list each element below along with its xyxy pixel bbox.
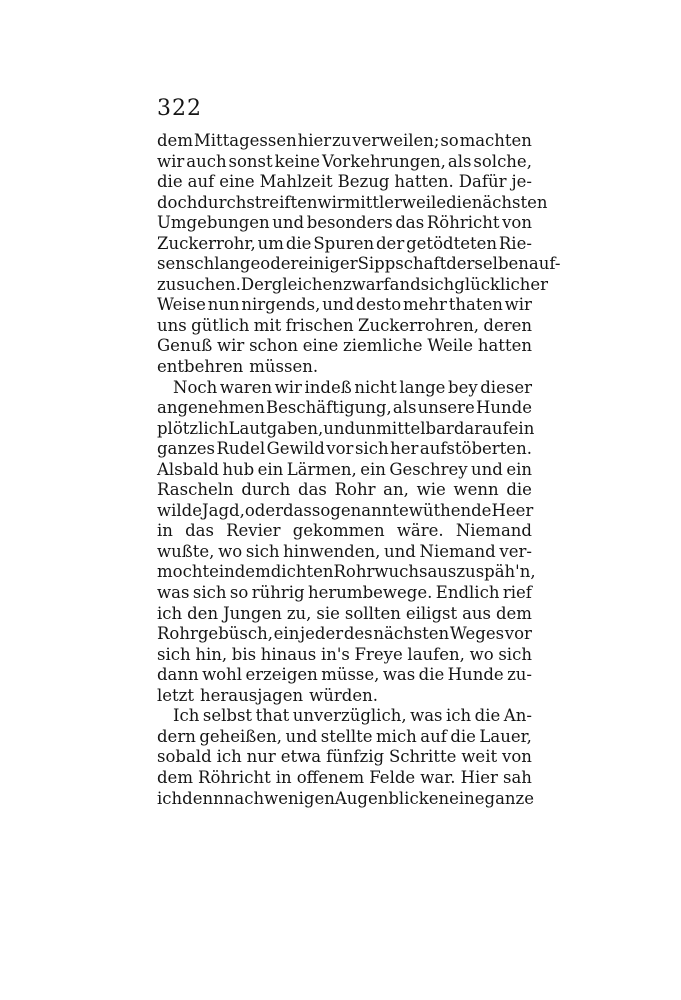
word: aus: [462, 603, 492, 623]
word: denn: [182, 788, 224, 808]
word: um: [257, 233, 284, 253]
word: ein: [508, 418, 535, 438]
word: wenn: [453, 480, 499, 500]
word: sich: [157, 644, 191, 664]
word: verweilen;: [352, 131, 440, 150]
word: ganzes: [157, 439, 215, 459]
text-line: [157, 501, 532, 522]
word: sobald: [157, 747, 212, 767]
word: Heer: [491, 500, 534, 520]
word: Jungen: [223, 603, 282, 623]
word: Niemand: [455, 521, 532, 541]
word: je-: [511, 172, 532, 192]
word: wir: [217, 336, 245, 356]
word: mit: [253, 315, 282, 335]
word: vor: [326, 439, 354, 459]
word: Sippschaft: [357, 254, 447, 274]
word: hinwenden,: [283, 541, 381, 561]
word: sah: [502, 767, 532, 787]
text-line: [157, 768, 532, 789]
word: in: [157, 521, 173, 541]
word: nach: [223, 788, 265, 808]
word: des: [343, 624, 373, 644]
word: Weile: [427, 336, 474, 356]
word: Alsbald: [157, 459, 219, 479]
word: Beschäftigung,: [266, 398, 392, 418]
word: die: [418, 665, 445, 685]
word: Hunde: [447, 665, 504, 685]
word: Noch: [173, 377, 218, 397]
word: hinaus: [260, 644, 317, 664]
word: Zuckerrohren,: [358, 315, 480, 335]
word: bis: [231, 644, 257, 664]
page-number: 322: [157, 96, 202, 121]
word: das: [298, 480, 327, 500]
word: unmittelbar: [355, 418, 454, 438]
text-line: [157, 604, 532, 625]
word: auf-: [528, 254, 561, 274]
word: doch: [157, 192, 198, 212]
word: Hier: [460, 767, 498, 787]
text-line: [157, 645, 532, 666]
word: ein: [506, 459, 532, 479]
word: dern: [157, 726, 196, 746]
word: die: [450, 726, 476, 746]
word: erzeigen: [245, 665, 318, 685]
text-line: [157, 316, 532, 337]
word: die: [446, 192, 472, 212]
word: müsse,: [321, 665, 380, 685]
text-line: [157, 706, 532, 727]
word: die: [157, 172, 183, 192]
text-line: [157, 398, 532, 419]
word: Zuckerrohr,: [157, 233, 256, 253]
text-line: [157, 439, 532, 460]
word: mittlerweile: [344, 192, 447, 212]
word: darauf: [453, 418, 509, 438]
text-line: [157, 378, 532, 399]
word: fand: [383, 274, 421, 294]
word: hier: [297, 131, 332, 150]
word: dieser: [480, 377, 532, 397]
text-line: [157, 727, 532, 748]
word: dem: [234, 562, 271, 582]
word: jeder: [300, 624, 344, 644]
text-line: [157, 172, 532, 193]
word: keine: [274, 151, 321, 171]
text-line: [157, 686, 532, 707]
word: was: [410, 706, 443, 726]
word: müssen.: [249, 357, 319, 377]
word: auf: [420, 726, 447, 746]
word: an,: [383, 480, 409, 500]
word: wir: [157, 151, 185, 171]
word: wo: [469, 644, 494, 664]
word: sich: [245, 541, 280, 561]
word: und: [272, 213, 305, 233]
word: An-: [503, 706, 532, 726]
word: zusuchen.: [157, 274, 241, 294]
word: mich: [376, 726, 417, 746]
word: die: [506, 480, 532, 500]
word: in: [218, 562, 235, 582]
word: senschlange: [157, 254, 261, 274]
word: vor: [504, 624, 532, 644]
word: herausjagen: [200, 685, 304, 705]
word: glücklicher: [454, 274, 549, 294]
word: die: [474, 706, 501, 726]
word: derselben: [446, 254, 529, 274]
word: Weges: [449, 624, 505, 644]
word: nur: [246, 747, 276, 767]
text-line: [157, 192, 548, 214]
text-line: [157, 480, 532, 501]
body-text: [157, 131, 561, 809]
word: Laut: [228, 418, 267, 438]
text-line: [157, 152, 532, 173]
word: Weise: [157, 295, 206, 315]
word: rührig: [251, 583, 305, 603]
word: Spuren: [313, 233, 375, 253]
word: hin,: [195, 644, 228, 664]
word: die: [285, 233, 312, 253]
text-line: [157, 274, 549, 296]
word: und: [323, 418, 356, 438]
word: that: [255, 706, 290, 726]
word: wir: [274, 377, 302, 397]
word: wenigen: [264, 788, 335, 808]
word: Geschrey: [389, 459, 468, 479]
word: einiger: [298, 254, 358, 274]
word: wüthende: [408, 500, 492, 520]
word: uns: [157, 315, 187, 335]
word: das: [283, 500, 312, 520]
word: unsere: [417, 398, 475, 418]
word: nirgends,: [241, 295, 321, 315]
word: selbst: [202, 706, 253, 726]
word: hatten: [477, 336, 532, 356]
word: wohl: [202, 665, 243, 685]
word: fünfzig: [326, 747, 385, 767]
word: als: [447, 151, 472, 171]
word: Mahlzeit: [259, 172, 333, 192]
word: auch: [186, 151, 227, 171]
text-line: [157, 542, 532, 563]
word: als: [392, 398, 417, 418]
word: unverzüglich,: [292, 706, 407, 726]
word: aufstöberten.: [419, 439, 532, 459]
word: Niemand: [419, 541, 496, 561]
word: entbehren: [157, 357, 244, 377]
word: zu,: [286, 603, 312, 623]
word: Rascheln: [157, 480, 234, 500]
word: Lärmen,: [286, 459, 357, 479]
text-line: [157, 521, 532, 542]
word: dem: [157, 131, 193, 150]
word: Röhricht: [198, 767, 271, 787]
word: den: [187, 603, 219, 623]
word: Mittagessen: [193, 131, 297, 150]
word: was: [382, 665, 416, 685]
word: so: [440, 131, 459, 150]
word: Revier: [226, 521, 281, 541]
word: sonst: [228, 151, 273, 171]
word: ein: [273, 624, 300, 644]
word: Rohrwuchs: [333, 562, 428, 582]
word: in: [275, 767, 292, 787]
word: war.: [420, 767, 456, 787]
word: ein: [257, 459, 284, 479]
word: eine: [219, 172, 255, 192]
word: weit: [461, 747, 498, 767]
text-line: [157, 460, 532, 481]
word: hatten.: [394, 172, 454, 192]
word: Rohr: [334, 480, 376, 500]
word: sich: [192, 583, 227, 603]
word: oder: [244, 500, 283, 520]
word: sie: [316, 603, 340, 623]
word: etwa: [280, 747, 322, 767]
word: wir: [504, 295, 532, 315]
word: Rie-: [498, 233, 532, 253]
word: Ich: [173, 706, 200, 726]
word: schon: [249, 336, 298, 356]
word: besonders: [306, 213, 393, 233]
word: ich: [216, 747, 242, 767]
word: sich: [354, 439, 389, 459]
text-line: [157, 295, 532, 316]
word: herumbewege.: [308, 583, 433, 603]
text-line: [157, 788, 535, 810]
word: ich: [157, 603, 183, 623]
word: zu: [331, 131, 352, 150]
word: Schritte: [389, 747, 457, 767]
word: das: [185, 521, 214, 541]
word: durch: [241, 480, 291, 500]
word: wußte,: [157, 541, 215, 561]
word: von: [502, 213, 532, 233]
word: Freye: [354, 644, 403, 664]
word: nun: [207, 295, 240, 315]
word: rief: [502, 583, 532, 603]
word: lange: [399, 377, 446, 397]
word: waren: [219, 377, 273, 397]
word: Augenblicken: [334, 788, 450, 808]
word: Dafür: [458, 172, 507, 192]
word: indeß: [304, 377, 352, 397]
word: hub: [222, 459, 255, 479]
text-line: [157, 562, 536, 583]
word: Rohrgebüsch,: [157, 624, 273, 644]
text-line: [157, 418, 535, 440]
word: so: [229, 583, 249, 603]
word: zwar: [342, 274, 384, 294]
word: letzt: [157, 685, 194, 705]
word: geheißen,: [199, 726, 282, 746]
word: und: [384, 541, 416, 561]
text-line: [157, 131, 532, 152]
word: Hunde: [475, 398, 532, 418]
word: eine: [302, 336, 339, 356]
word: deren: [483, 315, 532, 335]
word: her: [390, 439, 419, 459]
word: und: [285, 726, 318, 746]
word: dann: [157, 665, 199, 685]
text-line: [157, 234, 532, 255]
word: bey: [448, 377, 478, 397]
word: und: [322, 295, 355, 315]
word: wie: [416, 480, 446, 500]
word: wo: [218, 541, 243, 561]
word: dichten: [270, 562, 334, 582]
word: ver-: [499, 541, 532, 561]
text-line: [157, 213, 532, 234]
word: auf: [187, 172, 215, 192]
word: offenem: [296, 767, 365, 787]
word: und: [471, 459, 503, 479]
word: sich: [420, 274, 455, 294]
word: stellte: [320, 726, 373, 746]
word: sich: [498, 644, 532, 664]
word: Jagd,: [202, 500, 245, 520]
word: machten: [459, 131, 532, 150]
word: nicht: [354, 377, 397, 397]
word: Gewild: [266, 439, 325, 459]
word: wäre.: [396, 521, 444, 541]
text-line: [157, 665, 532, 686]
word: sogenannte: [311, 500, 409, 520]
word: der: [376, 233, 405, 253]
word: wir: [317, 192, 345, 212]
word: eine: [449, 788, 485, 808]
word: ein: [360, 459, 386, 479]
word: Umgebungen: [157, 213, 270, 233]
word: Dergleichen: [240, 274, 343, 294]
word: oder: [260, 254, 299, 274]
word: nächsten: [373, 624, 450, 644]
word: gütlich: [191, 315, 250, 335]
word: Endlich: [435, 583, 500, 603]
text-line: [157, 254, 561, 275]
word: Röhricht: [426, 213, 500, 233]
word: sollten: [344, 603, 401, 623]
word: nächsten: [471, 192, 548, 212]
word: Felde: [369, 767, 416, 787]
word: eiligst: [405, 603, 458, 623]
word: würden.: [309, 685, 378, 705]
text-line: [157, 747, 532, 768]
word: Lauer,: [479, 726, 532, 746]
word: dem: [495, 603, 532, 623]
word: Vorkehrungen,: [321, 151, 446, 171]
word: Rudel: [216, 439, 266, 459]
word: ich: [446, 706, 472, 726]
text-line: [157, 336, 532, 357]
word: desto: [355, 295, 402, 315]
word: auszuspäh'n,: [427, 562, 536, 582]
word: Bezug: [337, 172, 390, 192]
word: von: [502, 747, 532, 767]
word: Genuß: [157, 336, 213, 356]
word: was: [157, 583, 190, 603]
text-line: [157, 624, 532, 645]
word: plötzlich: [157, 418, 229, 438]
word: zu-: [507, 665, 532, 685]
word: das: [395, 213, 425, 233]
word: angenehmen: [157, 398, 265, 418]
text-line: [157, 583, 532, 604]
word: mehr: [402, 295, 447, 315]
text-line: [157, 357, 532, 378]
word: gekommen: [292, 521, 385, 541]
word: solche,: [473, 151, 532, 171]
word: durchstreiften: [197, 192, 318, 212]
word: in's: [320, 644, 350, 664]
word: gaben,: [266, 418, 324, 438]
word: mochte: [157, 562, 219, 582]
word: ich: [157, 788, 183, 808]
word: laufen,: [407, 644, 465, 664]
word: frischen: [285, 315, 354, 335]
word: ziemliche: [343, 336, 423, 356]
word: ganze: [484, 788, 535, 808]
word: getödteten: [406, 233, 497, 253]
word: wilde: [157, 500, 203, 520]
word: dem: [157, 767, 193, 787]
word: thaten: [448, 295, 503, 315]
